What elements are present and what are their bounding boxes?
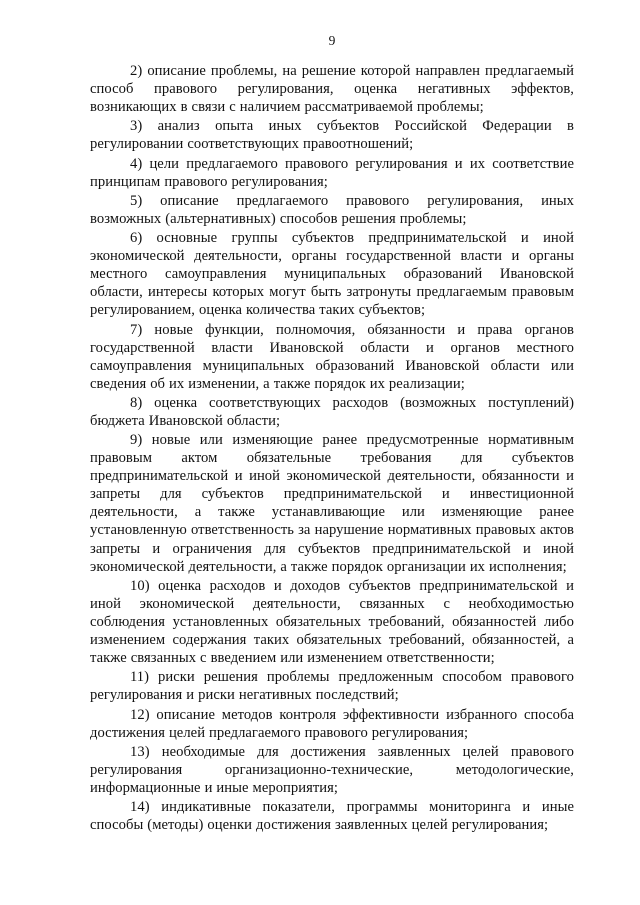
list-item-9: 9) новые или изменяющие ранее предусмотренные нормативным правовым актом обязательные требования для субъектов предпринимательской и иной экономической деятельности, обязанности и запреты для субъектов предпринимательской и инвестиционной деятельности, а также устанавливающие или изменяющие ранее установленную ответственность за нарушение нормативных правовых актов запреты и ограничения для субъектов предпринимательской и иной экономической деятельности, а также порядок организации их исполнения;	[90, 432, 574, 575]
list-item-14: 14) индикативные показатели, программы мониторинга и иные способы (методы) оценки достижения заявленных целей регулирования;	[90, 799, 574, 834]
list-item-4: 4) цели предлагаемого правового регулирования и их соответствие принципам правового регулирования;	[90, 155, 574, 190]
list-item-13: 13) необходимые для достижения заявленных целей правового регулирования организационно-технические, методологические, информационные и иные мероприятия;	[90, 743, 574, 796]
list-item-2: 2) описание проблемы, на решение которой направлен предлагаемый способ правового регулирования, оценка негативных эффектов, возникающих в связи с наличием рассматриваемой проблемы;	[90, 63, 574, 116]
list-item-8: 8) оценка соответствующих расходов (возможных поступлений) бюджета Ивановской области;	[90, 394, 574, 430]
document-body	[90, 62, 574, 835]
list-item-10: 10) оценка расходов и доходов субъектов предпринимательской и иной экономической деятельности, связанных с необходимостью соблюдения установленных обязательных требований, обязанностей либо изменением содержания таких обязательных требований, обязанностей, а также связанных с введением или изменением ответственности;	[90, 577, 574, 666]
list-item-6: 6) основные группы субъектов предпринимательской и иной экономической деятельности, органы государственной власти и органы местного самоуправления муниципальных образований Ивановской области, интересы которых могут быть затронуты предлагаемым правовым регулированием, оценка количества таких субъектов;	[90, 230, 574, 319]
list-item-5: 5) описание предлагаемого правового регулирования, иных возможных (альтернативных) способов решения проблемы;	[90, 192, 574, 227]
list-item-11: 11) риски решения проблемы предложенным способом правового регулирования и риски негативных последствий;	[90, 669, 574, 704]
page-number: 9	[328, 33, 336, 48]
list-item-3: 3) анализ опыта иных субъектов Российской Федерации в регулировании соответствующих правоотношений;	[90, 118, 574, 153]
list-item-12: 12) описание методов контроля эффективности избранного способа достижения целей предлагаемого правового регулирования;	[90, 706, 574, 741]
list-item-7: 7) новые функции, полномочия, обязанности и права органов государственной власти Ивановской области и органов местного самоуправления муниципальных образований Ивановской области или сведения об их изменении, а также порядок их реализации;	[90, 321, 574, 392]
